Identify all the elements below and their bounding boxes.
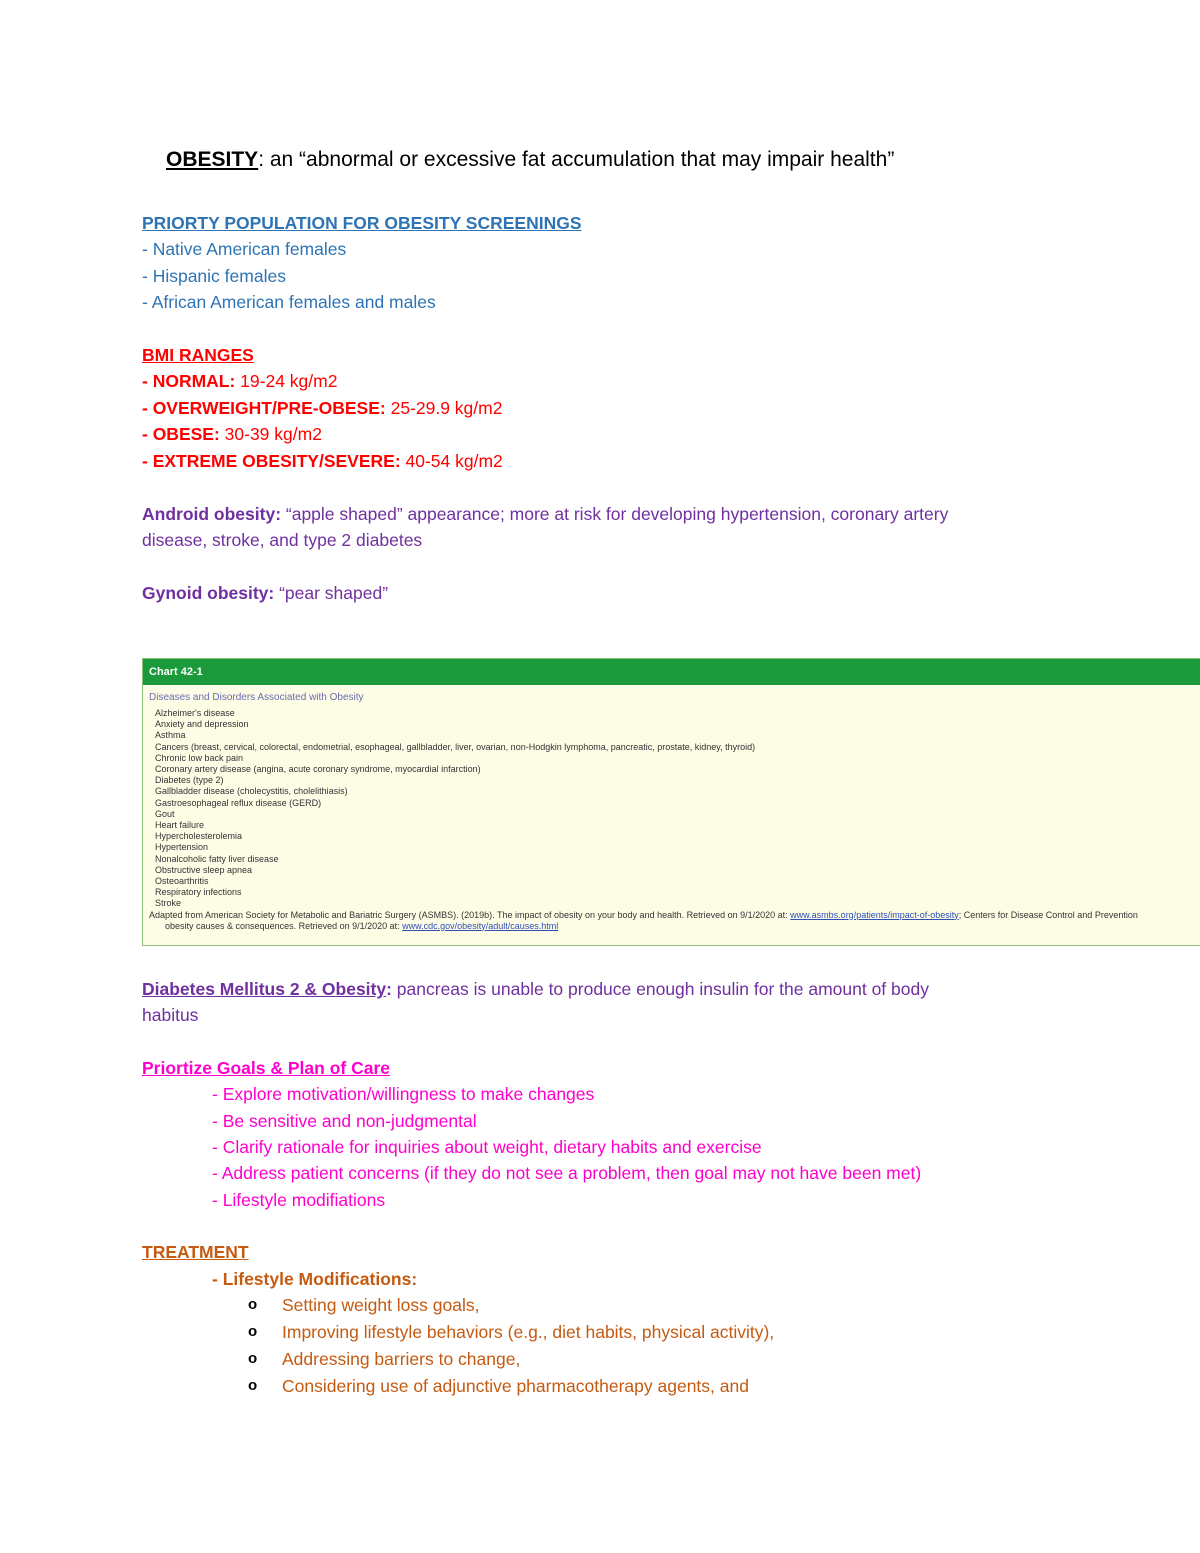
chart-item: Cancers (breast, cervical, colorectal, endometrial, esophageal, gallbladder, liver, ovarian, non-Hodgkin lymphoma, pancreatic, prostate, kidney, thyroid) (155, 741, 756, 752)
bmi-label: - OBESE: (142, 424, 220, 444)
treatment-item: Improving lifestyle behaviors (e.g., diet habits, physical activity), (282, 1322, 775, 1342)
diabetes-text: pancreas is unable to produce enough insulin for the amount of body (391, 979, 929, 999)
treatment-item: Setting weight loss goals, (282, 1295, 480, 1315)
chart-subtitle: Diseases and Disorders Associated with Obesity (149, 692, 364, 703)
bmi-item (142, 423, 322, 445)
bullet-icon: o (248, 1350, 258, 1367)
chart-item: Diabetes (type 2) (155, 775, 224, 786)
priority-item: - Native American females (142, 239, 347, 259)
android-label: Android obesity: (142, 504, 282, 524)
treatment-item: Considering use of adjunctive pharmacotherapy agents, and (282, 1376, 749, 1396)
bmi-item (142, 397, 502, 419)
android-line-1 (142, 503, 948, 525)
chart-item: Gastroesophageal reflux disease (GERD) (155, 797, 322, 808)
treatment-subheading: - Lifestyle Modifications: (212, 1269, 418, 1289)
chart-item: Hypertension (155, 842, 209, 853)
page-title (166, 147, 894, 173)
goals-heading: Priortize Goals & Plan of Care (142, 1058, 390, 1078)
chart-item: Coronary artery disease (angina, acute coronary syndrome, myocardial infarction) (155, 764, 481, 775)
gynoid-line (142, 582, 388, 604)
priority-item: - African American females and males (142, 292, 436, 312)
chart-item: Chronic low back pain (155, 752, 244, 763)
diabetes-line-2: habitus (142, 1005, 199, 1025)
goals-item: - Explore motivation/willingness to make changes (212, 1084, 595, 1104)
chart-item: Nonalcoholic fatty liver disease (155, 853, 279, 864)
chart-item: Respiratory infections (155, 887, 242, 898)
chart-source-line-2 (143, 921, 1200, 932)
goals-item: - Be sensitive and non-judgmental (212, 1111, 477, 1131)
bmi-label: - NORMAL: (142, 371, 236, 391)
chart-item: Obstructive sleep apnea (155, 864, 253, 875)
priority-item: - Hispanic females (142, 266, 286, 286)
chart-item: Gout (155, 808, 175, 819)
goals-item: - Clarify rationale for inquiries about weight, dietary habits and exercise (212, 1137, 762, 1157)
diabetes-colon: : (386, 979, 392, 999)
chart-item: Osteoarthritis (155, 876, 209, 887)
gynoid-text: “pear shaped” (274, 583, 389, 603)
bmi-label: - EXTREME OBESITY/SEVERE: (142, 451, 401, 471)
bmi-value: 19-24 kg/m2 (235, 371, 338, 391)
bmi-heading: BMI RANGES (142, 345, 254, 365)
title-definition: : an “abnormal or excessive fat accumulation that may impair health” (258, 148, 895, 171)
chart-item: Anxiety and depression (155, 719, 249, 730)
bullet-icon: o (248, 1377, 258, 1394)
chart-source-text: obesity causes & consequences. Retrieved on 9/1/2020 at: (165, 920, 403, 931)
chart-42-1-box (142, 658, 1200, 946)
gynoid-label: Gynoid obesity: (142, 583, 275, 603)
bmi-label: - OVERWEIGHT/PRE-OBESE: (142, 398, 386, 418)
chart-source-text: ; Centers for Disease Control and Prevention (958, 909, 1138, 920)
bmi-item (142, 450, 503, 472)
chart-item: Asthma (155, 730, 186, 741)
chart-source-link[interactable]: www.asmbs.org/patients/impact-of-obesity (790, 909, 959, 920)
bmi-value: 25-29.9 kg/m2 (385, 398, 503, 418)
chart-item: Hypercholesterolemia (155, 831, 243, 842)
chart-source-text: Adapted from American Society for Metabolic and Bariatric Surgery (ASMBS). (2019b). The impact of obesity on your body and health. Retrieved on 9/1/2020 at: (149, 909, 791, 920)
priority-heading: PRIORTY POPULATION FOR OBESITY SCREENINGS (142, 213, 582, 233)
android-line-2: disease, stroke, and type 2 diabetes (142, 530, 423, 550)
android-text: “apple shaped” appearance; more at risk for developing hypertension, coronary artery (281, 504, 949, 524)
chart-title: Chart 42-1 (143, 659, 1200, 685)
bullet-icon: o (248, 1296, 258, 1313)
bmi-value: 40-54 kg/m2 (400, 451, 503, 471)
bmi-item (142, 370, 337, 392)
chart-item: Gallbladder disease (cholecystitis, cholelithiasis) (155, 786, 348, 797)
title-term: OBESITY (166, 148, 259, 171)
chart-item: Alzheimer's disease (155, 708, 235, 718)
chart-item: Heart failure (155, 820, 205, 831)
treatment-heading: TREATMENT (142, 1242, 249, 1262)
diabetes-line-1 (142, 978, 929, 1000)
chart-source-link[interactable]: www.cdc.gov/obesity/adult/causes.html (402, 920, 559, 931)
goals-item: - Address patient concerns (if they do not see a problem, then goal may not have been met) (212, 1163, 922, 1183)
goals-item: - Lifestyle modifiations (212, 1190, 386, 1210)
chart-source-line-1 (143, 910, 1200, 921)
chart-item: Stroke (155, 898, 182, 909)
bullet-icon: o (248, 1323, 258, 1340)
bmi-value: 30-39 kg/m2 (219, 424, 322, 444)
diabetes-label: Diabetes Mellitus 2 & Obesity (142, 979, 387, 999)
treatment-item: Addressing barriers to change, (282, 1349, 521, 1369)
chart-disease-list (143, 705, 1200, 910)
